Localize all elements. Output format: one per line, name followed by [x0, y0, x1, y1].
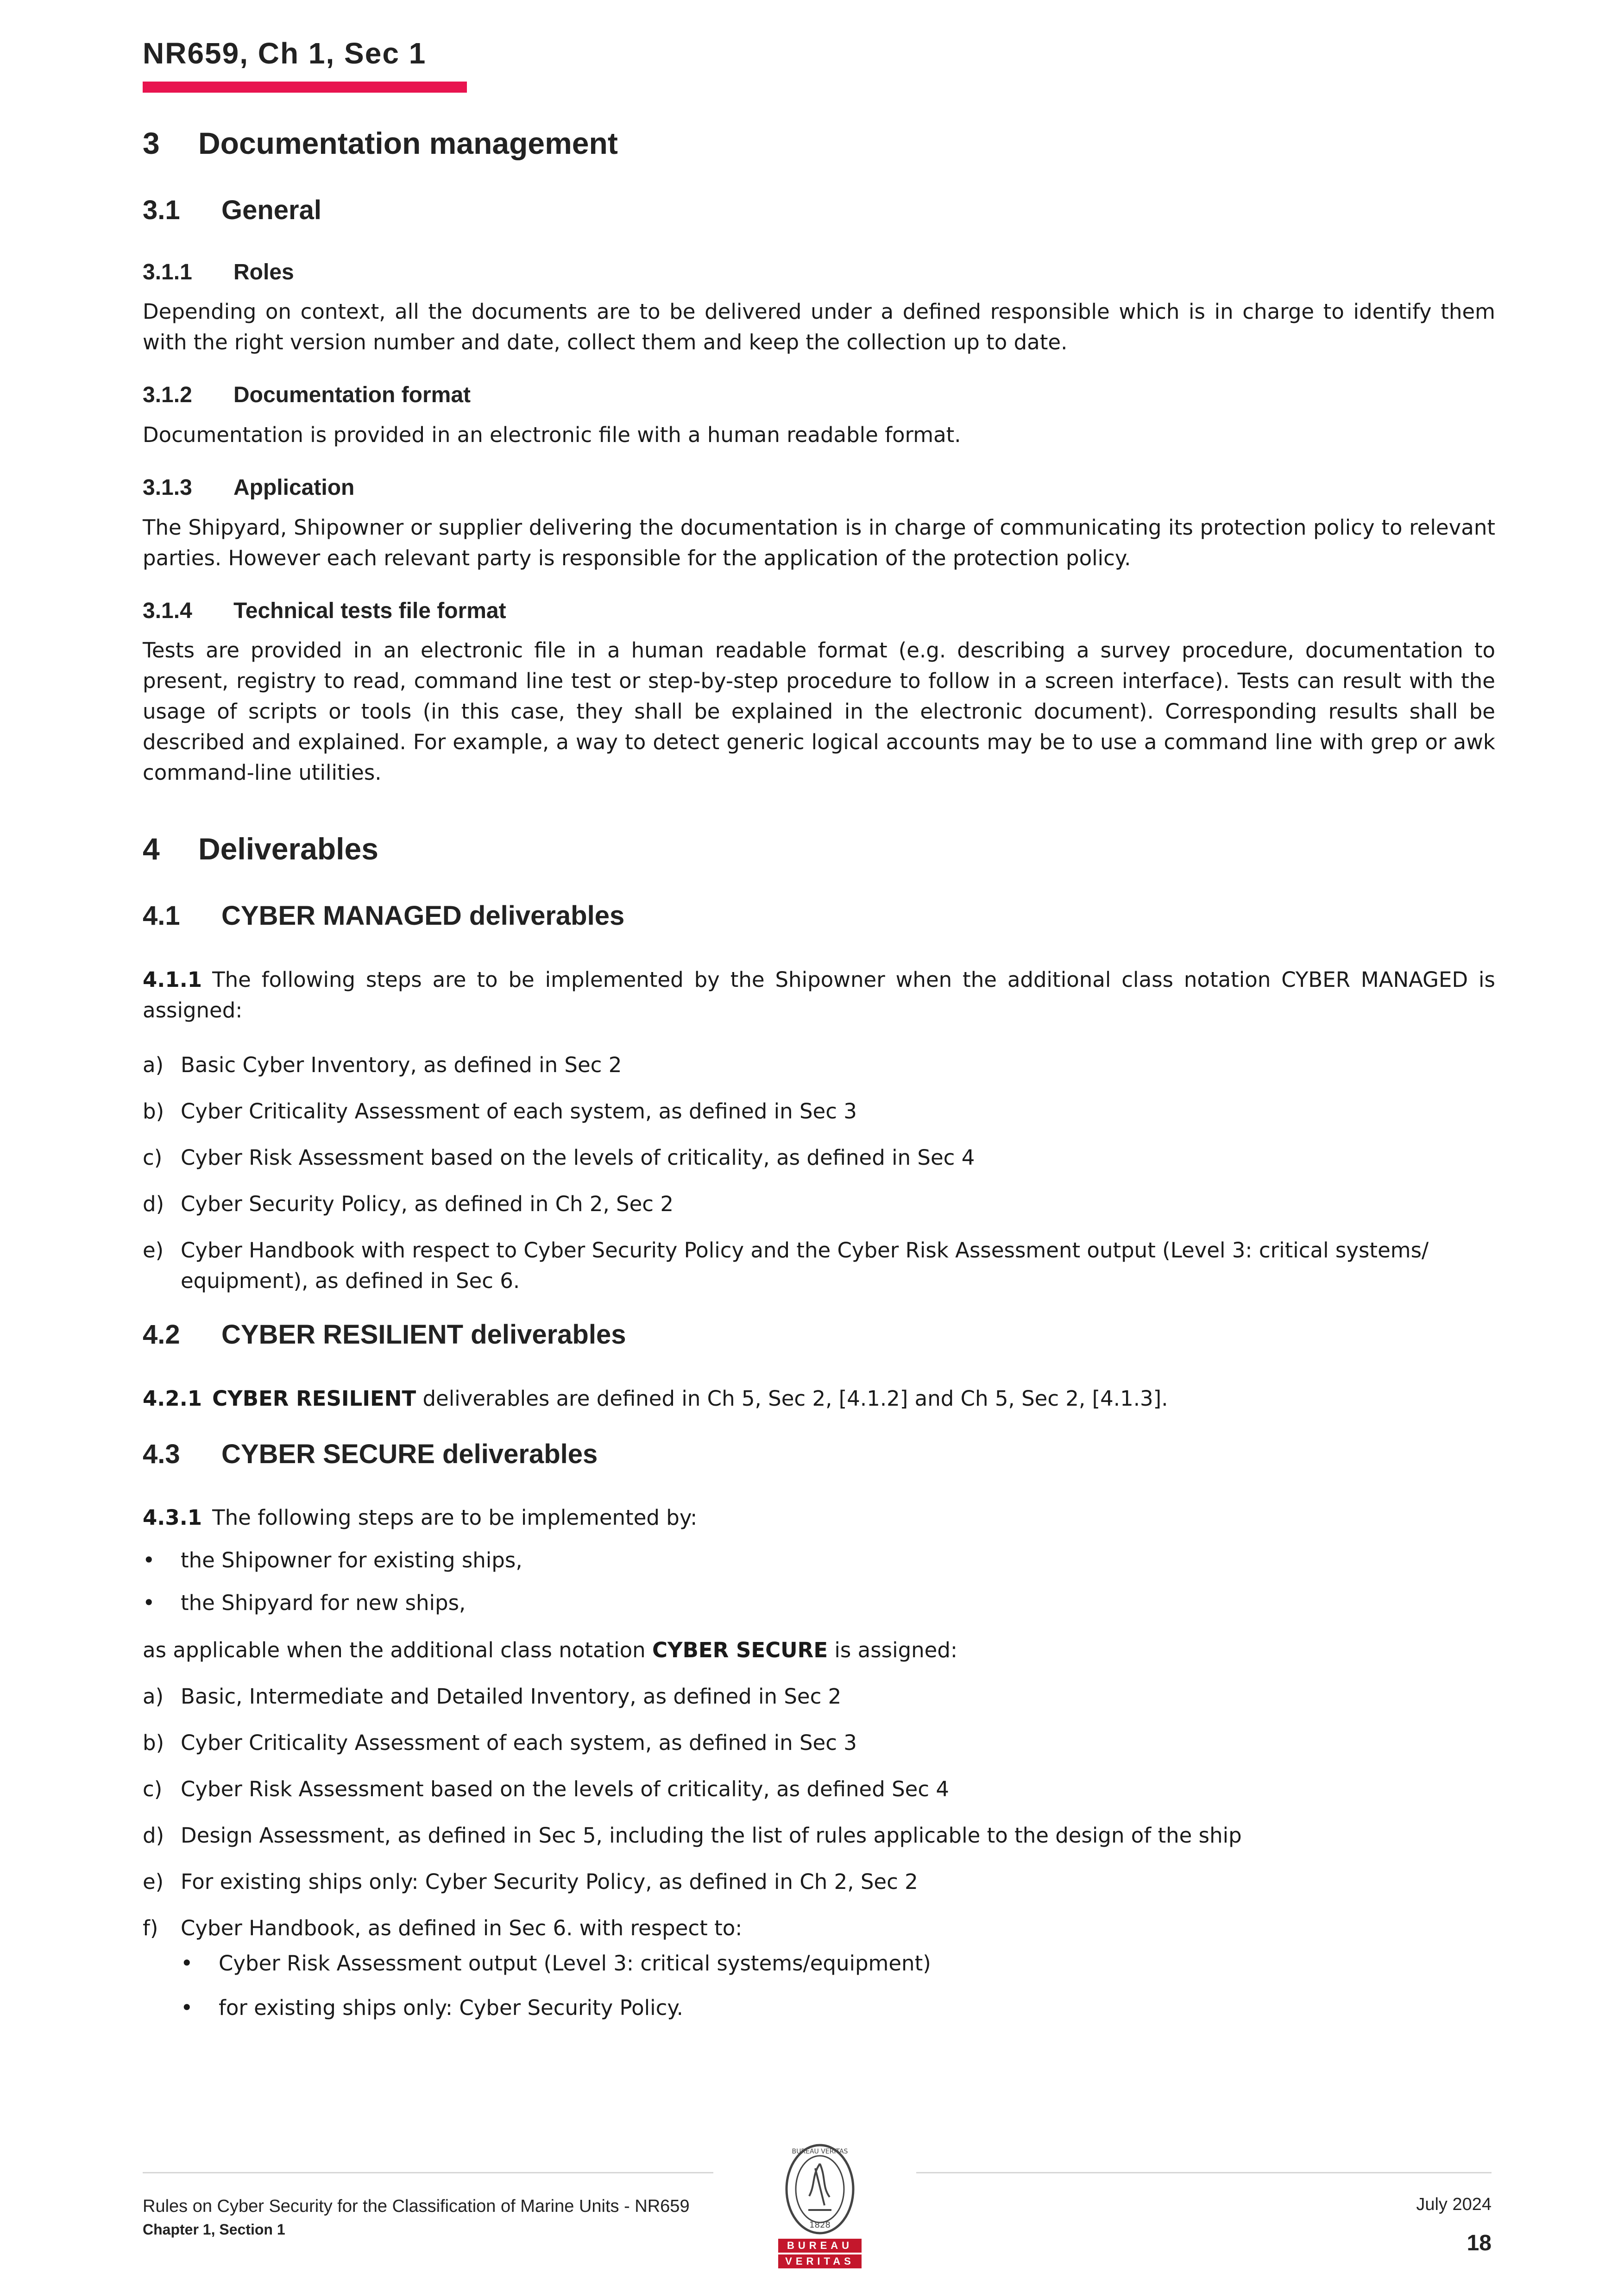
paragraph-text: is assigned:: [828, 1638, 958, 1663]
section-number: 3: [143, 126, 160, 160]
section-number: 4.3: [143, 1439, 180, 1469]
list-marker: e): [143, 1869, 164, 1894]
handbook-sublist: [181, 1948, 1495, 2023]
bullet-marker: •: [181, 1951, 193, 1976]
section-title: Technical tests file format: [233, 598, 506, 623]
page-number: 18: [1467, 2231, 1492, 2255]
implementer-bullet-list: [143, 1545, 1495, 1618]
section-4-3-heading: [143, 1438, 1495, 1471]
paragraph-4-1-1: [143, 965, 1495, 1026]
list-item: [143, 1588, 1495, 1618]
list-item-text: Cyber Criticality Assessment of each system, as defined in Sec 3: [181, 1730, 857, 1755]
section-title: Documentation format: [233, 383, 471, 408]
list-item-text: Cyber Risk Assessment output (Level 3: critical systems/equipment): [219, 1951, 931, 1976]
section-4-1-heading: [143, 900, 1495, 932]
paragraph-condition: [143, 1635, 1495, 1666]
section-number: 3.1.1: [143, 259, 192, 284]
section-number: 3.1.3: [143, 475, 192, 500]
list-marker: a): [143, 1052, 164, 1077]
bullet-marker: •: [143, 1548, 155, 1573]
footer-divider-left: [143, 2172, 713, 2173]
list-marker: e): [143, 1238, 164, 1263]
paragraph-4-3-1: [143, 1503, 1495, 1533]
cyber-managed-steps-list: [143, 1050, 1495, 1296]
list-marker: c): [143, 1777, 163, 1802]
list-item-text: the Shipyard for new ships,: [181, 1591, 466, 1616]
section-3-1-2-heading: [143, 382, 1495, 409]
running-header: NR659, Ch 1, Sec 1: [143, 37, 427, 70]
list-item-text: for existing ships only: Cyber Security Policy.: [219, 1995, 683, 2020]
section-4-heading: [143, 831, 1495, 867]
list-item-text: Cyber Risk Assessment based on the levels of criticality, as defined Sec 4: [181, 1777, 950, 1802]
list-item: [143, 1913, 1495, 2023]
list-item-text: Design Assessment, as defined in Sec 5, including the list of rules applicable to the design of the ship: [181, 1823, 1242, 1848]
section-3-1-heading: [143, 194, 1495, 227]
header-accent-bar: [143, 82, 467, 93]
list-item-text: For existing ships only: Cyber Security Policy, as defined in Ch 2, Sec 2: [181, 1869, 918, 1894]
list-item: [181, 1948, 1495, 1979]
notation-bold: CYBER RESILIENT: [212, 1386, 416, 1411]
paragraph-roles: Depending on context, all the documents are to be delivered under a defined responsible which is in charge to identify them with the right version number and date, collect them and keep the collection up to date.: [143, 299, 1495, 355]
paragraph-4-2-1: [143, 1383, 1495, 1414]
paragraph-number: 4.3.1: [143, 1505, 202, 1530]
section-number: 4: [143, 832, 160, 866]
list-item: [143, 1820, 1495, 1851]
section-3-heading: [143, 125, 1495, 162]
section-title: Documentation management: [198, 126, 618, 160]
list-item-text: Cyber Security Policy, as defined in Ch 2, Sec 2: [181, 1191, 674, 1216]
section-number: 4.1: [143, 901, 180, 931]
section-title: Deliverables: [198, 832, 378, 866]
list-item: [181, 1993, 1495, 2023]
section-title: Application: [233, 475, 355, 500]
paragraph-application: The Shipyard, Shipowner or supplier delivering the documentation is in charge of communicating its protection policy to relevant parties. However each relevant party is responsible for the application of the protection policy.: [143, 515, 1495, 570]
list-item-text: Cyber Handbook, as defined in Sec 6. with respect to:: [181, 1916, 743, 1941]
section-3-1-4-heading: [143, 598, 1495, 625]
footer-chapter: Chapter 1, Section 1: [143, 2221, 285, 2238]
logo-arc-text: BUREAU VERITAS: [792, 2148, 848, 2155]
logo-word-bureau: BUREAU: [787, 2240, 853, 2251]
list-item: [143, 1545, 1495, 1576]
paragraph-number: 4.1.1: [143, 967, 202, 992]
list-item-text: the Shipowner for existing ships,: [181, 1548, 522, 1573]
footer-document-title: Rules on Cyber Security for the Classification of Marine Units - NR659: [143, 2197, 690, 2216]
list-item: [143, 1143, 1495, 1173]
section-number: 3.1.2: [143, 383, 192, 408]
paragraph-number: 4.2.1: [143, 1386, 202, 1411]
list-item: [143, 1681, 1495, 1712]
footer-divider-right: [916, 2172, 1492, 2173]
paragraph-text: The following steps are to be implemented by the Shipowner when the additional class notation CYBER MANAGED is assigned:: [143, 967, 1495, 1023]
list-marker: b): [143, 1099, 164, 1124]
list-item: [143, 1728, 1495, 1758]
section-number: 4.2: [143, 1319, 180, 1350]
list-item: [143, 1096, 1495, 1127]
bullet-marker: •: [143, 1591, 155, 1616]
page-content: [143, 125, 1495, 2046]
paragraph-text: as applicable when the additional class notation: [143, 1638, 652, 1663]
list-item: [143, 1189, 1495, 1219]
section-3-1-1-heading: [143, 259, 1495, 286]
section-3-1-3-heading: [143, 474, 1495, 501]
list-item-text: Basic, Intermediate and Detailed Inventory, as defined in Sec 2: [181, 1684, 842, 1709]
list-item: [143, 1235, 1495, 1296]
section-number: 3.1.4: [143, 598, 192, 623]
section-4-2-heading: [143, 1319, 1495, 1351]
list-item-text: Basic Cyber Inventory, as defined in Sec 2: [181, 1052, 622, 1077]
paragraph-text: deliverables are defined in Ch 5, Sec 2, [4.1.2] and Ch 5, Sec 2, [4.1.3].: [416, 1386, 1168, 1411]
list-item-text: Cyber Handbook with respect to Cyber Security Policy and the Cyber Risk Assessment output (Level 3: critical systems/ equipment), as defined in Sec 6.: [181, 1238, 1429, 1293]
list-item-text: Cyber Criticality Assessment of each system, as defined in Sec 3: [181, 1099, 857, 1124]
paragraph-text: The following steps are to be implemented by:: [212, 1505, 698, 1530]
section-title: Roles: [233, 259, 294, 284]
section-title: CYBER MANAGED deliverables: [221, 901, 625, 931]
list-item-text: Cyber Risk Assessment based on the levels of criticality, as defined in Sec 4: [181, 1145, 975, 1170]
section-number: 3.1: [143, 195, 180, 226]
cyber-secure-steps-list: [143, 1681, 1495, 2023]
bureau-veritas-logo: [771, 2140, 869, 2270]
list-marker: f): [143, 1916, 158, 1941]
footer-document-info: [143, 2195, 699, 2241]
list-marker: b): [143, 1730, 164, 1755]
paragraph-documentation-format: Documentation is provided in an electronic file with a human readable format.: [143, 422, 961, 447]
bullet-marker: •: [181, 1995, 193, 2020]
list-marker: c): [143, 1145, 163, 1170]
logo-word-veritas: VERITAS: [785, 2255, 855, 2267]
section-title: CYBER RESILIENT deliverables: [221, 1319, 626, 1350]
notation-bold: CYBER SECURE: [652, 1638, 828, 1663]
logo-year: 1828: [809, 2220, 831, 2230]
list-item: [143, 1774, 1495, 1805]
list-marker: a): [143, 1684, 164, 1709]
list-marker: d): [143, 1191, 164, 1216]
paragraph-tests-format: Tests are provided in an electronic file in a human readable format (e.g. describing a survey procedure, documentation to present, registry to read, command line test or step-by-step procedure to follow in a screen interface). Tests can result with the usage of scripts or tools (in this case, they shall be explained in the electronic document). Corresponding results shall be described and explained. For example, a way to detect generic logical accounts may be to use a command line with grep or awk command-line utilities.: [143, 638, 1495, 785]
section-title: CYBER SECURE deliverables: [221, 1439, 598, 1469]
list-item: [143, 1867, 1495, 1897]
section-title: General: [221, 195, 321, 226]
list-item: [143, 1050, 1495, 1080]
list-marker: d): [143, 1823, 164, 1848]
footer-date: July 2024: [1416, 2195, 1492, 2214]
